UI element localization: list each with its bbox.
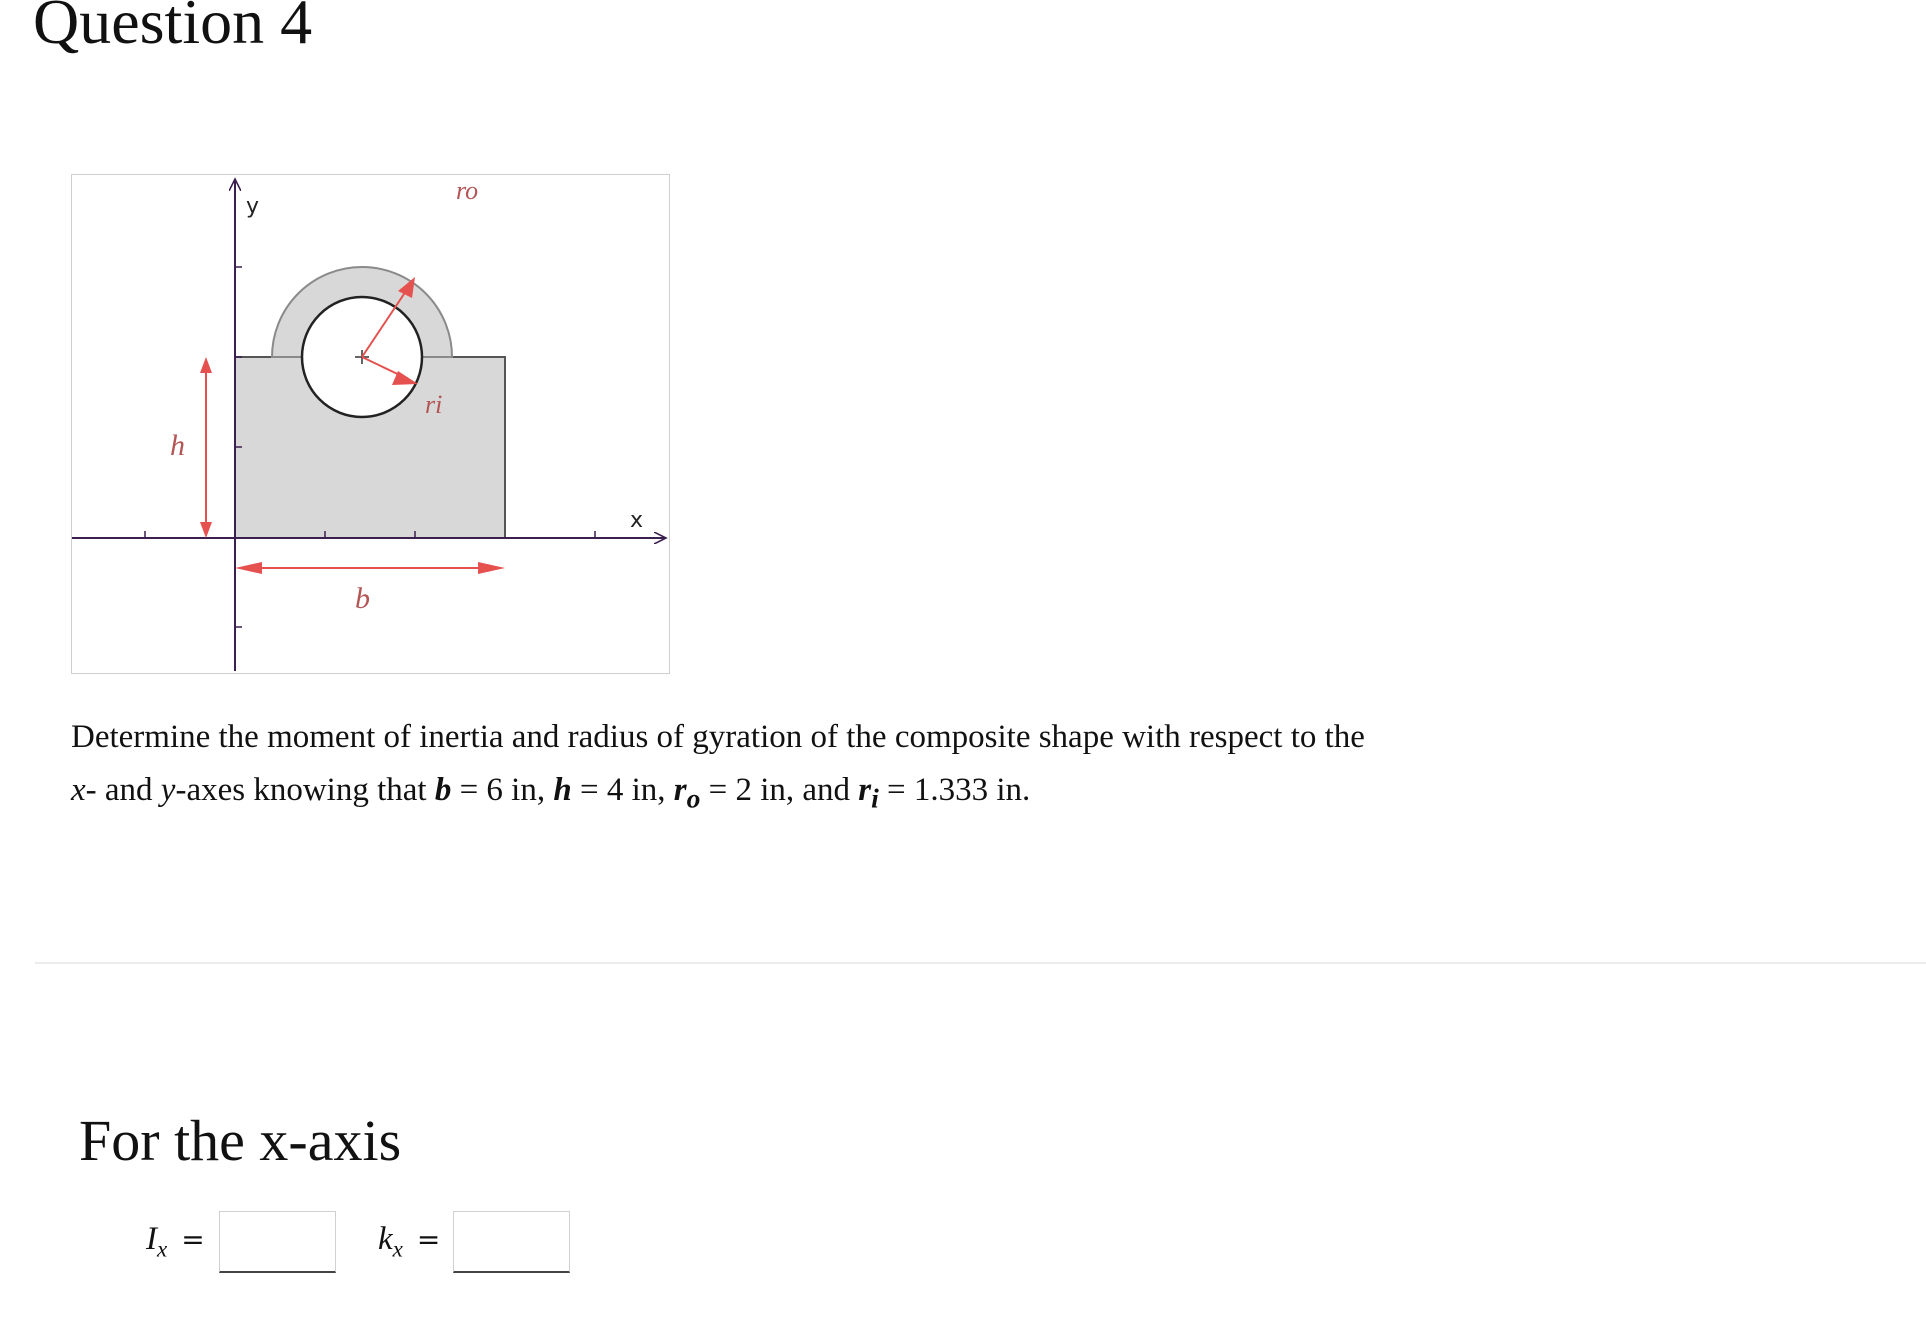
h-variable: h — [553, 772, 572, 808]
composite-shape-figure — [71, 174, 670, 674]
question-title: Question 4 — [33, 0, 313, 57]
ri-variable: $r_i$ — [858, 772, 879, 814]
ri-label: ri — [425, 390, 443, 419]
h-label: h — [170, 429, 185, 462]
figure-canvas — [72, 175, 671, 675]
ix-label: $I_x$ = — [146, 1221, 205, 1262]
kx-label: $k_x$ = — [378, 1221, 441, 1262]
x-variable: x — [71, 772, 86, 808]
ro-variable: $r_o$ — [673, 772, 701, 814]
ix-answer-input[interactable] — [219, 1211, 336, 1273]
section-divider — [35, 962, 1926, 964]
problem-line-1: Determine the moment of inertia and radius of gyration of the composite shape with respect to the — [71, 719, 1365, 755]
kx-answer-input[interactable] — [453, 1211, 570, 1273]
b-variable: b — [434, 772, 452, 808]
y-axis-label: y — [246, 194, 260, 219]
x-axis-label: x — [630, 508, 644, 533]
problem-statement: Determine the moment of inertia and radius of gyration of the composite shape with respect to the x- and y-axes knowing that b = 6 in, h = 4 in, $r_o = 2$ in, and $r_i = 1.333$ in. — [71, 719, 1365, 814]
ro-label: ro — [456, 176, 479, 205]
y-variable: y — [160, 772, 176, 808]
section-heading: For the x-axis — [79, 1108, 402, 1173]
b-label: b — [355, 582, 370, 615]
